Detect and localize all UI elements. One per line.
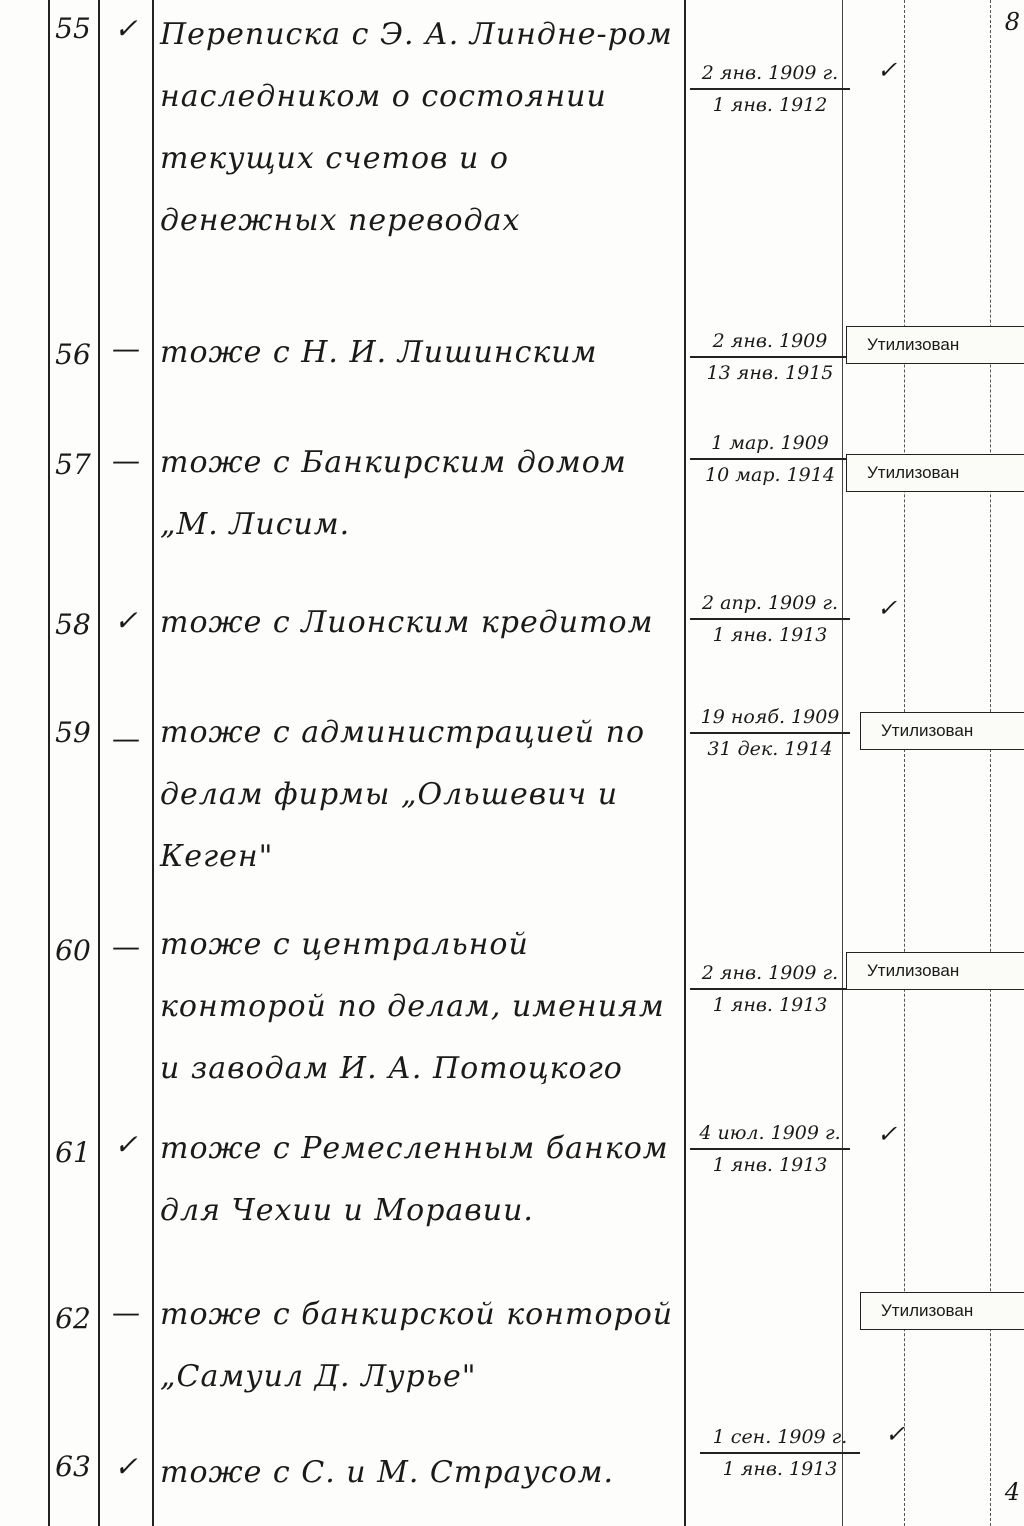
- entry-dates: [690, 588, 850, 650]
- entry-mark: ✓: [114, 1450, 138, 1483]
- entry-number: 63: [55, 1450, 91, 1483]
- entry-title: тоже с Н. И. Лишинским: [160, 335, 598, 370]
- date-end: 1 янв. 1913: [712, 1154, 828, 1176]
- utilized-stamp: Утилизован: [860, 712, 1024, 750]
- entry-number: 55: [55, 12, 91, 45]
- entry-title: тоже с центральной конторой по делам, имениям и заводам И. А. Потоцкого: [160, 927, 665, 1086]
- entry-mark: —: [112, 332, 140, 365]
- entry-dates: [690, 1118, 850, 1180]
- date-start: 1 мар. 1909: [690, 428, 850, 460]
- entry-mark: —: [112, 930, 140, 963]
- entry-number: 60: [55, 934, 91, 967]
- entry-dates: [690, 702, 850, 764]
- entry-title: тоже с С. и М. Страусом.: [160, 1455, 615, 1490]
- entry-dates: [690, 958, 850, 1020]
- date-end: 1 янв. 1913: [722, 1458, 838, 1480]
- entry-number: 58: [55, 608, 91, 641]
- page-number: 8: [1004, 8, 1020, 36]
- date-start: 1 сен. 1909 г.: [700, 1422, 860, 1454]
- title-column-rule: [684, 0, 686, 1526]
- entry-number: 56: [55, 338, 91, 371]
- entry-mark: —: [112, 444, 140, 477]
- entry-number: 62: [55, 1302, 91, 1335]
- utilized-stamp: Утилизован: [846, 454, 1024, 492]
- date-end: 31 дек. 1914: [707, 738, 833, 760]
- date-start: 2 янв. 1909 г.: [690, 58, 850, 90]
- corner-mark: 4: [1004, 1478, 1020, 1506]
- entry-number: 59: [55, 716, 91, 749]
- entry-title: тоже с банкирской конторой „Самуил Д. Лурье": [160, 1297, 674, 1394]
- date-end: 1 янв. 1913: [712, 624, 828, 646]
- entry-number: 61: [55, 1136, 91, 1169]
- entry-dates: [690, 428, 850, 490]
- date-start: 2 янв. 1909: [690, 326, 850, 358]
- utilized-stamp: Утилизован: [860, 1292, 1024, 1330]
- entry-title: тоже с Лионским кредитом: [160, 605, 654, 640]
- check-mark: ✓: [876, 56, 898, 84]
- entry-dates: [690, 326, 850, 388]
- entry-dates: [700, 1422, 860, 1484]
- date-end: 13 янв. 1915: [706, 362, 834, 384]
- entry-title: тоже с администрацией по делам фирмы „Ольшевич и Кеген": [160, 715, 646, 874]
- utilized-stamp: Утилизован: [846, 326, 1024, 364]
- entry-dates: [690, 58, 850, 120]
- entry-title: Переписка с Э. А. Линдне-ром наследником о состоянии текущих счетов и о денежных переводах: [160, 17, 673, 238]
- check-mark: ✓: [876, 594, 898, 622]
- entry-mark: —: [112, 1296, 140, 1329]
- entry-number: 57: [55, 448, 91, 481]
- date-end: 1 янв. 1912: [712, 94, 828, 116]
- entry-title: тоже с Ремесленным банком для Чехии и Моравии.: [160, 1131, 669, 1228]
- date-end: 1 янв. 1913: [712, 994, 828, 1016]
- mark-column-rule: [152, 0, 154, 1526]
- left-margin-rule: [48, 0, 50, 1526]
- entry-mark: ✓: [114, 1128, 138, 1161]
- date-start: 19 нояб. 1909: [690, 702, 850, 734]
- check-mark: ✓: [884, 1420, 906, 1448]
- entry-mark: ✓: [114, 604, 138, 637]
- entry-title: тоже с Банкирским домом „М. Лисим.: [160, 445, 627, 542]
- date-start: 2 янв. 1909 г.: [690, 958, 850, 990]
- date-start: 4 июл. 1909 г.: [690, 1118, 850, 1150]
- entry-mark: —: [112, 722, 140, 755]
- entry-mark: ✓: [114, 12, 138, 45]
- date-end: 10 мар. 1914: [705, 464, 835, 486]
- check-mark: ✓: [876, 1120, 898, 1148]
- utilized-stamp: Утилизован: [846, 952, 1024, 990]
- date-start: 2 апр. 1909 г.: [690, 588, 850, 620]
